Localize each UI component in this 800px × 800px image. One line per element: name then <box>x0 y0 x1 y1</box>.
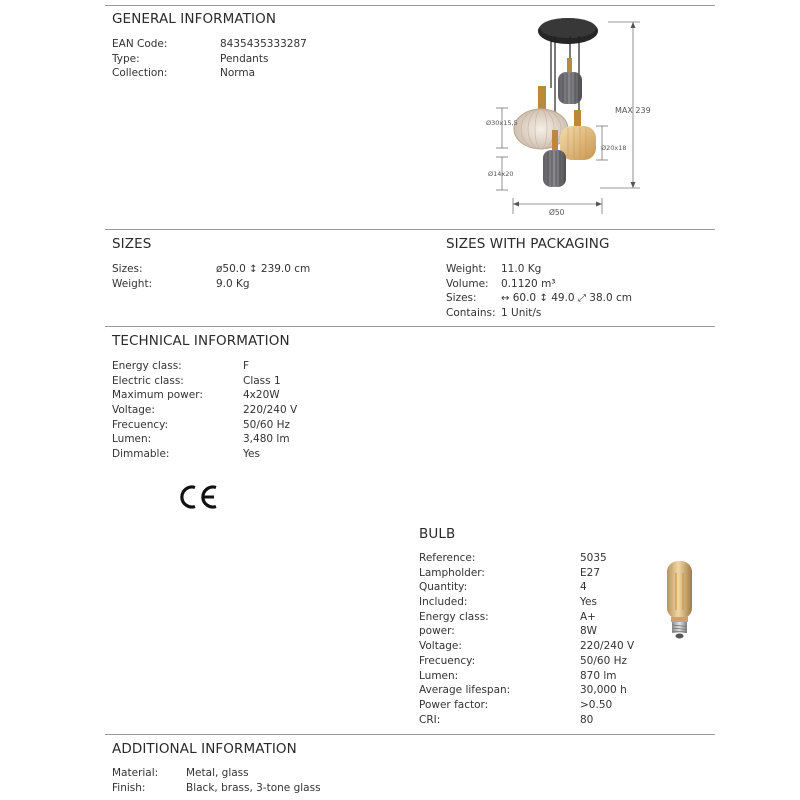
info-row <box>112 766 432 781</box>
pendant-clear-oval <box>514 109 568 149</box>
info-label: Sizes: <box>112 263 143 275</box>
info-row <box>112 403 412 418</box>
info-value: Metal, glass <box>186 767 249 779</box>
info-value: Yes <box>243 448 260 461</box>
info-row <box>419 713 659 728</box>
package-width: 60.0 <box>512 292 537 305</box>
info-row <box>446 291 706 306</box>
info-row <box>419 551 659 566</box>
size-diameter: ø50.0 <box>216 263 246 275</box>
info-row <box>112 781 432 796</box>
info-value: 4x20W <box>243 389 280 402</box>
info-label: CRI: <box>419 713 441 726</box>
info-value: 8435435333287 <box>220 38 307 50</box>
diameter-label-canopy: Ø50 <box>549 208 565 217</box>
info-label: Volume: <box>446 277 489 290</box>
info-value: 50/60 Hz <box>580 654 628 667</box>
info-value: A+ <box>580 610 596 623</box>
info-value: E27 <box>580 566 600 579</box>
info-label: Quantity: <box>419 581 468 594</box>
divider-additional <box>105 734 715 735</box>
info-label: Finish: <box>112 781 146 794</box>
info-row <box>419 669 659 684</box>
info-label: Frecuency: <box>112 418 169 431</box>
divider-sizes <box>105 229 715 230</box>
info-row <box>419 639 659 654</box>
info-value: Black, brass, 3-tone glass <box>186 781 321 794</box>
info-label: Material: <box>112 767 159 779</box>
technical-information-heading: TECHNICAL INFORMATION <box>112 333 290 349</box>
info-label: Weight: <box>446 263 487 275</box>
pendant-smoke-bottom <box>543 150 566 187</box>
info-row <box>419 580 659 595</box>
info-label: Voltage: <box>112 404 155 417</box>
info-label: Average lifespan: <box>419 684 511 697</box>
info-row <box>446 277 706 292</box>
divider-technical <box>105 326 715 327</box>
info-label: Voltage: <box>419 640 462 653</box>
info-value: F <box>243 360 250 372</box>
info-label: Contains: <box>446 307 496 320</box>
bulb-image <box>655 555 705 645</box>
info-label: Frecuency: <box>419 654 476 667</box>
info-value: 80 <box>580 713 594 726</box>
info-row <box>419 654 659 669</box>
width-arrow-icon: ↔ <box>501 293 510 305</box>
info-value: >0.50 <box>580 698 613 711</box>
info-label: Collection: <box>112 67 168 80</box>
bulb-list <box>419 551 659 727</box>
info-label: EAN Code: <box>112 38 168 50</box>
pendant-amber <box>560 126 596 160</box>
info-value: 5035 <box>580 552 607 564</box>
diameter-label-smoke: Ø14x20 <box>488 170 514 178</box>
info-row <box>419 683 659 698</box>
diameter-label-amber: Ø20x18 <box>601 144 627 152</box>
packaging-heading: SIZES WITH PACKAGING <box>446 236 610 252</box>
height-arrow-icon: ↕ <box>249 264 258 275</box>
info-value: 11.0 Kg <box>501 263 542 275</box>
info-row <box>419 698 659 713</box>
info-value: Norma <box>220 67 256 80</box>
info-label: Electric class: <box>112 374 184 387</box>
info-row <box>446 306 706 321</box>
info-value: Class 1 <box>243 374 281 387</box>
diameter-label-oval: Ø30x15,5 <box>486 119 518 127</box>
info-row <box>112 359 412 374</box>
info-label: power: <box>419 625 455 638</box>
package-depth: 38.0 cm <box>589 292 632 305</box>
info-label: Lampholder: <box>419 566 485 579</box>
info-row <box>419 610 659 625</box>
pendant-smoke-top <box>558 72 582 104</box>
info-row <box>112 66 412 81</box>
depth-arrow-icon: ⤢ <box>577 293 586 305</box>
info-label: Energy class: <box>112 360 182 372</box>
product-dimension-drawing <box>470 10 670 220</box>
info-value: 4 <box>580 581 587 594</box>
general-information-heading: GENERAL INFORMATION <box>112 11 277 27</box>
info-row <box>112 418 412 433</box>
additional-information-list <box>112 766 432 795</box>
packaging-list <box>446 262 706 321</box>
info-label: Weight: <box>112 277 153 290</box>
info-row <box>112 37 412 52</box>
info-row <box>419 566 659 581</box>
info-value: Pendants <box>220 52 269 65</box>
info-label: Sizes: <box>446 292 477 305</box>
ce-mark-icon <box>178 483 220 511</box>
info-value: Yes <box>580 596 597 609</box>
info-value <box>501 291 632 307</box>
info-row <box>112 432 412 447</box>
max-height-label: MAX 239 <box>615 106 651 115</box>
bulb-heading: BULB <box>419 526 456 542</box>
sizes-heading: SIZES <box>112 236 152 252</box>
height-arrow-icon: ↕ <box>539 293 548 305</box>
sizes-list <box>112 262 412 291</box>
info-value: 50/60 Hz <box>243 418 291 431</box>
info-row <box>112 277 412 292</box>
info-value: 9.0 Kg <box>216 277 250 290</box>
package-height: 49.0 <box>551 292 575 305</box>
info-row <box>112 374 412 389</box>
info-value: 8W <box>580 625 598 638</box>
info-label: Maximum power: <box>112 389 203 402</box>
info-label: Dimmable: <box>112 448 170 461</box>
info-row <box>419 595 659 610</box>
info-label: Lumen: <box>112 433 152 446</box>
divider-top <box>105 5 715 6</box>
info-value: 3,480 lm <box>243 433 290 446</box>
info-value: 0.1120 m³ <box>501 277 556 290</box>
info-label: Power factor: <box>419 698 489 711</box>
additional-information-heading: ADDITIONAL INFORMATION <box>112 741 297 757</box>
info-label: Reference: <box>419 552 476 564</box>
info-row <box>112 262 412 277</box>
info-row <box>112 447 412 462</box>
info-value: 1 Unit/s <box>501 307 542 320</box>
technical-information-list <box>112 359 412 462</box>
info-value: 220/240 V <box>243 404 298 417</box>
info-label: Lumen: <box>419 669 459 682</box>
info-label: Energy class: <box>419 610 489 623</box>
info-row <box>419 624 659 639</box>
general-information-list <box>112 37 412 81</box>
info-value: 30,000 h <box>580 684 627 697</box>
info-value: 870 lm <box>580 669 617 682</box>
info-row <box>112 52 412 67</box>
info-label: Type: <box>112 52 140 65</box>
info-value: 220/240 V <box>580 640 635 653</box>
info-row <box>446 262 706 277</box>
info-value <box>216 262 310 278</box>
info-row <box>112 388 412 403</box>
size-height: 239.0 cm <box>260 263 311 275</box>
info-label: Included: <box>419 596 468 609</box>
